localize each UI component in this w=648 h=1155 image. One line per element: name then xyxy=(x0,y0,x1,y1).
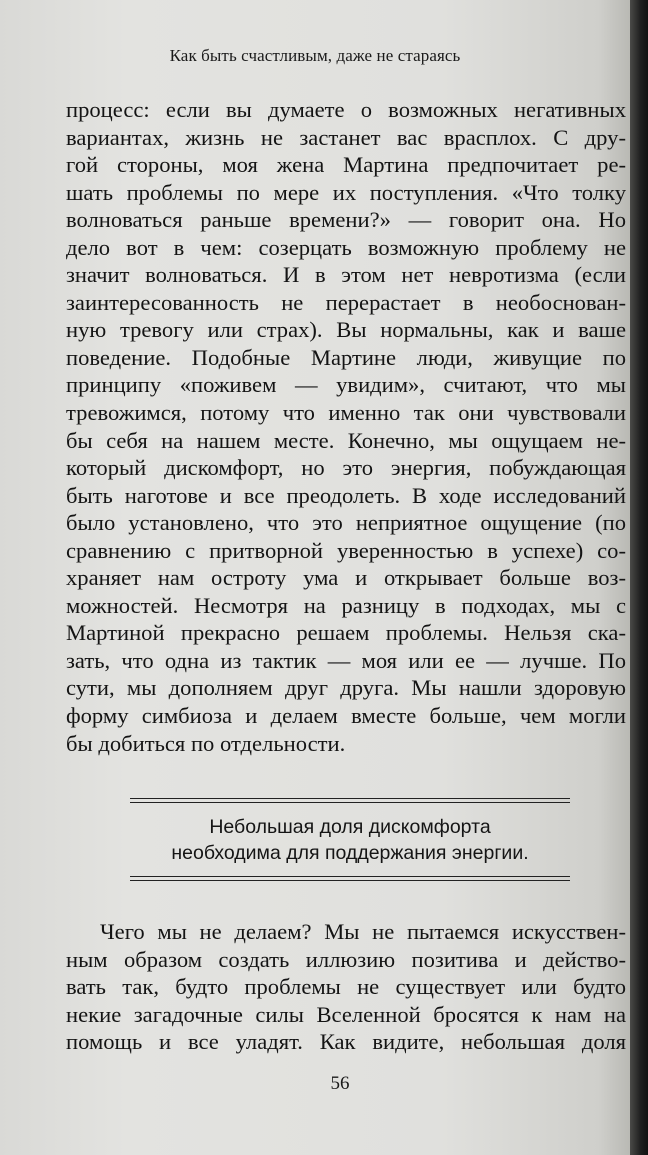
text-line: помощь и все уладят. Как видите, небольшая доля xyxy=(66,1029,626,1055)
text-line: поведение. Подобные Мартине люди, живущие по xyxy=(66,344,626,370)
text-line: тревожимся, потому что именно так они чувствовали xyxy=(66,400,626,426)
text-line: шать проблемы по мере их поступления. «Что толку xyxy=(66,179,626,205)
text-line: сравнению с притворной уверенностью в успехе) со- xyxy=(66,537,626,563)
text-line: зать, что одна из тактик — моя или ее — лучше. По xyxy=(66,647,626,673)
book-spine-shadow xyxy=(630,0,648,1155)
text-line: Мартиной прекрасно решаем проблемы. Нельзя ска- xyxy=(66,620,626,646)
callout-top-double-rule xyxy=(130,798,570,803)
text-line: некие загадочные силы Вселенной бросятся к нам на xyxy=(66,1001,626,1027)
text-line: гой стороны, моя жена Мартина предпочитает ре- xyxy=(66,152,626,178)
text-line: быть наготове и все преодолеть. В ходе исследований xyxy=(66,482,626,508)
text-line: вариантах, жизнь не застанет вас врасплох. С дру- xyxy=(66,124,626,150)
text-line: принципу «поживем — увидим», считают, что мы xyxy=(66,372,626,398)
text-line: волноваться раньше времени?» — говорит она. Но xyxy=(66,207,626,233)
pull-quote-line: Небольшая доля дискомфорта xyxy=(209,816,491,838)
callout-bottom-double-rule xyxy=(130,876,570,881)
text-line: форму симбиоза и делаем вместе больше, чем могли xyxy=(66,703,626,729)
text-line: ную тревогу или страх). Вы нормальны, как и ваше xyxy=(66,317,626,343)
paragraph-1 xyxy=(66,96,626,757)
text-line: сути, мы дополняем друг друга. Мы нашли здоровую xyxy=(66,675,626,701)
running-head: Как быть счастливым, даже не стараясь xyxy=(169,46,461,65)
text-line: значит волноваться. И в этом нет невротизма (если xyxy=(66,262,626,288)
page-number: 56 xyxy=(330,1073,350,1094)
pull-quote xyxy=(100,814,600,866)
paragraph-2 xyxy=(66,918,626,1056)
text-line: бы добиться по отдельности. xyxy=(66,730,346,756)
text-line: Чего мы не делаем? Мы не пытаемся искусствен- xyxy=(100,919,626,944)
text-line: вать так, будто проблемы не существует или будто xyxy=(66,974,626,1000)
text-line: который дискомфорт, но это энергия, побуждающая xyxy=(66,455,626,481)
pull-quote-line: необходима для поддержания энергии. xyxy=(171,842,529,864)
text-line: дело вот в чем: созерцать возможную проблему не xyxy=(66,234,626,260)
text-line: заинтересованность не перерастает в необоснован- xyxy=(66,289,626,315)
text-line: было установлено, что это неприятное ощущение (по xyxy=(66,510,626,536)
text-line: бы себя на нашем месте. Конечно, мы ощущаем не- xyxy=(66,427,626,453)
text-line: можностей. Несмотря на разницу в подходах, мы с xyxy=(66,592,626,618)
text-line: процесс: если вы думаете о возможных негативных xyxy=(66,97,626,122)
text-line: ным образом создать иллюзию позитива и действо- xyxy=(66,946,626,972)
text-line: храняет нам остроту ума и открывает больше воз- xyxy=(66,565,626,591)
